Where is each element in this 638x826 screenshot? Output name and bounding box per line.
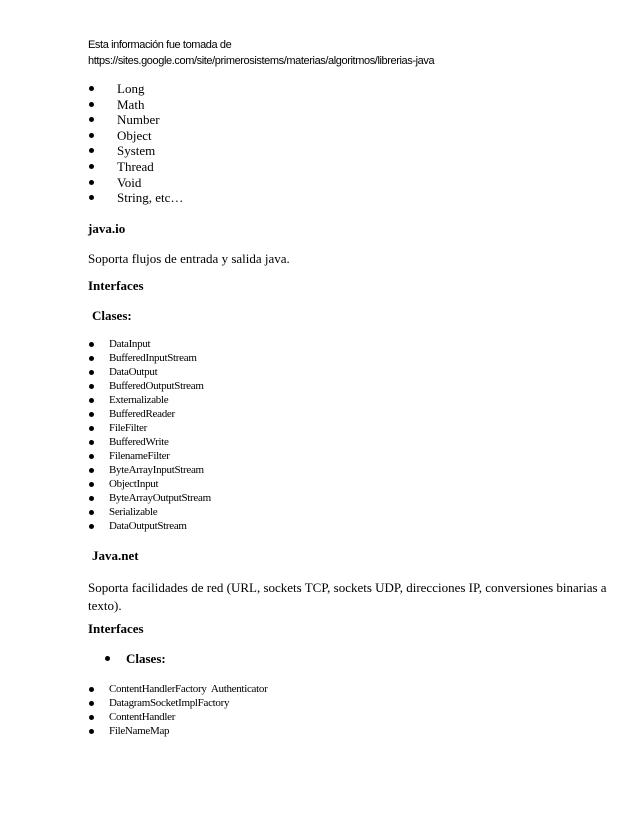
list-item: Object (88, 128, 183, 144)
bullet-icon (89, 510, 94, 515)
list-item: DatagramSocketImplFactory (88, 696, 267, 710)
bullet-icon (89, 454, 94, 459)
source-url: https://sites.google.com/site/primerosistems/materias/algoritmos/librerias-java (88, 55, 435, 67)
bullet-icon (89, 715, 94, 720)
list-item: DataOutput (88, 365, 211, 379)
bullet-icon (89, 384, 94, 389)
bullet-icon (89, 482, 94, 487)
bullet-icon (89, 701, 94, 706)
list-item: ContentHandler (88, 710, 267, 724)
bullet-icon (89, 729, 94, 734)
list-item: ContentHandlerFactory Authenticator (88, 682, 267, 696)
bullet-icon (89, 102, 94, 107)
source-text: Esta información fue tomada de (88, 39, 232, 51)
list-item: String, etc… (88, 190, 183, 206)
list-item: ByteArrayInputStream (88, 463, 211, 477)
bullet-icon (89, 164, 94, 169)
bullet-icon (89, 148, 94, 153)
bullet-icon (89, 86, 94, 91)
list-item: Long (88, 81, 183, 97)
java-net-description: Soporta facilidades de red (URL, sockets TCP, sockets UDP, direcciones IP, conversiones binarias a texto). (88, 580, 607, 613)
list-item: Serializable (88, 505, 211, 519)
bullet-icon (89, 524, 94, 529)
bullet-icon (89, 356, 94, 361)
bullet-icon (89, 370, 94, 375)
bullet-icon (89, 398, 94, 403)
list-item: BufferedOutputStream (88, 379, 211, 393)
classes-list (88, 81, 183, 206)
java-net-list (88, 682, 267, 738)
bullet-icon (89, 496, 94, 501)
bullet-icon (89, 426, 94, 431)
bullet-icon (89, 468, 94, 473)
bullet-icon (89, 440, 94, 445)
list-item: BufferedReader (88, 407, 211, 421)
bullet-icon (89, 195, 94, 200)
list-item: FilenameFilter (88, 449, 211, 463)
java-io-interfaces-heading: Interfaces (88, 278, 144, 293)
list-item: FileNameMap (88, 724, 267, 738)
bullet-icon (89, 117, 94, 122)
list-item: DataInput (88, 337, 211, 351)
list-item: ByteArrayOutputStream (88, 491, 211, 505)
java-io-heading: java.io (88, 221, 126, 236)
java-io-list (88, 337, 211, 533)
list-item: BufferedWrite (88, 435, 211, 449)
list-item: DataOutputStream (88, 519, 211, 533)
list-item: Thread (88, 159, 183, 175)
bullet-icon (89, 412, 94, 417)
list-item: Number (88, 112, 183, 128)
java-net-clases-heading: Clases: (105, 651, 166, 667)
list-item: FileFilter (88, 421, 211, 435)
java-io-description: Soporta flujos de entrada y salida java. (88, 251, 290, 266)
bullet-icon (89, 133, 94, 138)
java-net-heading: Java.net (92, 548, 139, 563)
list-item: Math (88, 97, 183, 113)
list-item: System (88, 143, 183, 159)
java-io-clases-heading: Clases: (92, 308, 132, 323)
java-net-interfaces-heading: Interfaces (88, 621, 144, 636)
bullet-icon (89, 342, 94, 347)
list-item: BufferedInputStream (88, 351, 211, 365)
list-item: Externalizable (88, 393, 211, 407)
bullet-icon (89, 687, 94, 692)
bullet-icon (105, 656, 110, 661)
list-item: Void (88, 175, 183, 191)
bullet-icon (89, 180, 94, 185)
list-item: ObjectInput (88, 477, 211, 491)
